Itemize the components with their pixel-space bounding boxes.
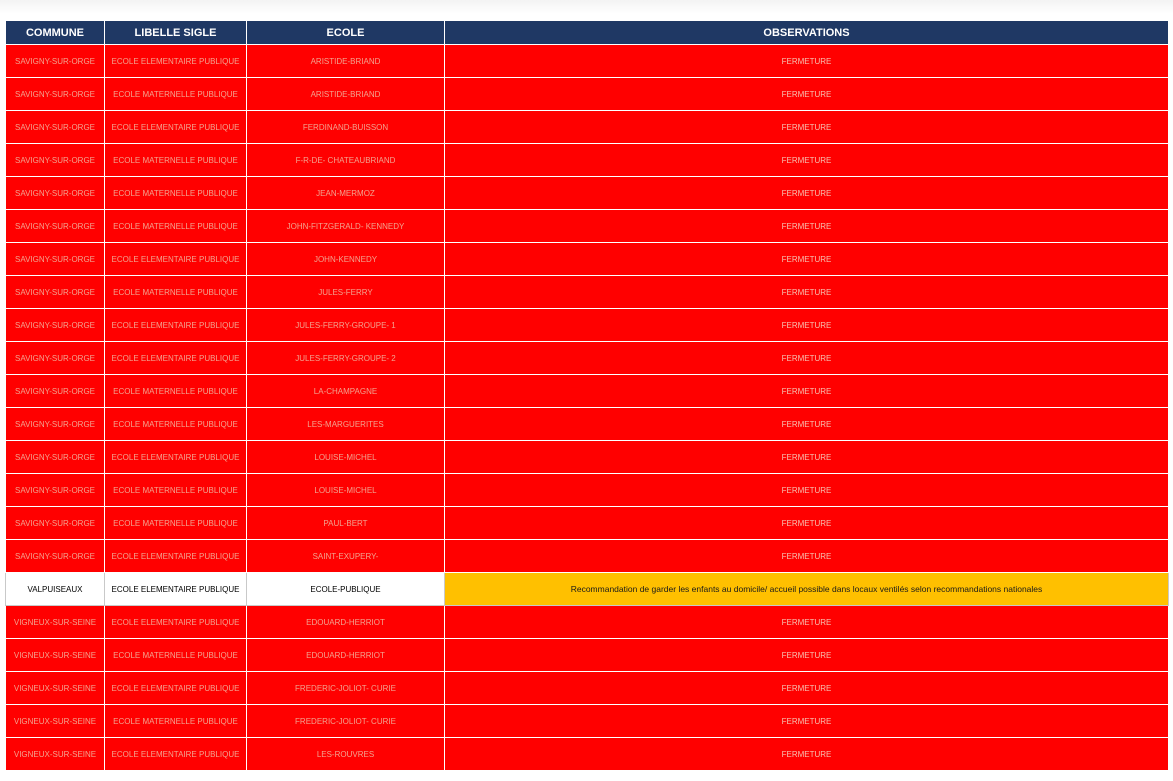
table-row <box>6 309 1169 342</box>
libelle-sigle-cell[interactable]: ECOLE MATERNELLE PUBLIQUE <box>105 375 247 408</box>
commune-cell[interactable]: SAVIGNY-SUR-ORGE <box>6 144 105 177</box>
ecole-cell[interactable]: JULES-FERRY <box>247 276 445 309</box>
libelle-sigle-cell[interactable]: ECOLE MATERNELLE PUBLIQUE <box>105 474 247 507</box>
ecole-cell[interactable]: FREDERIC-JOLIOT- CURIE <box>247 672 445 705</box>
commune-cell[interactable]: VIGNEUX-SUR-SEINE <box>6 738 105 771</box>
observations-cell[interactable]: FERMETURE <box>445 507 1169 540</box>
header-libelle-sigle[interactable]: LIBELLE SIGLE <box>105 21 247 45</box>
table-row <box>6 507 1169 540</box>
libelle-sigle-cell[interactable]: ECOLE ELEMENTAIRE PUBLIQUE <box>105 45 247 78</box>
table-row <box>6 111 1169 144</box>
observations-cell[interactable]: FERMETURE <box>445 111 1169 144</box>
commune-cell[interactable]: SAVIGNY-SUR-ORGE <box>6 507 105 540</box>
table-row <box>6 45 1169 78</box>
table-row <box>6 177 1169 210</box>
ecole-cell[interactable]: ECOLE-PUBLIQUE <box>247 573 445 606</box>
commune-cell[interactable]: VALPUISEAUX <box>6 573 105 606</box>
observations-cell[interactable]: FERMETURE <box>445 375 1169 408</box>
libelle-sigle-cell[interactable]: ECOLE MATERNELLE PUBLIQUE <box>105 144 247 177</box>
commune-cell[interactable]: SAVIGNY-SUR-ORGE <box>6 474 105 507</box>
ecole-cell[interactable]: JULES-FERRY-GROUPE- 2 <box>247 342 445 375</box>
libelle-sigle-cell[interactable]: ECOLE ELEMENTAIRE PUBLIQUE <box>105 738 247 771</box>
commune-cell[interactable]: VIGNEUX-SUR-SEINE <box>6 606 105 639</box>
observations-cell[interactable]: FERMETURE <box>445 45 1169 78</box>
table-row <box>6 276 1169 309</box>
table-row <box>6 441 1169 474</box>
libelle-sigle-cell[interactable]: ECOLE MATERNELLE PUBLIQUE <box>105 78 247 111</box>
table-row <box>6 639 1169 672</box>
libelle-sigle-cell[interactable]: ECOLE ELEMENTAIRE PUBLIQUE <box>105 672 247 705</box>
ecole-cell[interactable]: JEAN-MERMOZ <box>247 177 445 210</box>
observations-cell[interactable]: FERMETURE <box>445 408 1169 441</box>
ecole-cell[interactable]: ARISTIDE-BRIAND <box>247 45 445 78</box>
libelle-sigle-cell[interactable]: ECOLE MATERNELLE PUBLIQUE <box>105 507 247 540</box>
observations-cell[interactable]: FERMETURE <box>445 474 1169 507</box>
libelle-sigle-cell[interactable]: ECOLE ELEMENTAIRE PUBLIQUE <box>105 441 247 474</box>
commune-cell[interactable]: SAVIGNY-SUR-ORGE <box>6 177 105 210</box>
ecole-cell[interactable]: LES-ROUVRES <box>247 738 445 771</box>
commune-cell[interactable]: SAVIGNY-SUR-ORGE <box>6 309 105 342</box>
libelle-sigle-cell[interactable]: ECOLE MATERNELLE PUBLIQUE <box>105 639 247 672</box>
libelle-sigle-cell[interactable]: ECOLE ELEMENTAIRE PUBLIQUE <box>105 243 247 276</box>
observations-cell[interactable]: FERMETURE <box>445 606 1169 639</box>
table-row <box>6 78 1169 111</box>
observations-cell[interactable]: FERMETURE <box>445 177 1169 210</box>
observations-cell[interactable]: FERMETURE <box>445 672 1169 705</box>
libelle-sigle-cell[interactable]: ECOLE ELEMENTAIRE PUBLIQUE <box>105 342 247 375</box>
table-row <box>6 243 1169 276</box>
commune-cell[interactable]: SAVIGNY-SUR-ORGE <box>6 78 105 111</box>
ecole-cell[interactable]: F-R-DE- CHATEAUBRIAND <box>247 144 445 177</box>
ecole-cell[interactable]: EDOUARD-HERRIOT <box>247 639 445 672</box>
ecole-cell[interactable]: LA-CHAMPAGNE <box>247 375 445 408</box>
libelle-sigle-cell[interactable]: ECOLE MATERNELLE PUBLIQUE <box>105 177 247 210</box>
commune-cell[interactable]: SAVIGNY-SUR-ORGE <box>6 45 105 78</box>
header-observations[interactable]: OBSERVATIONS <box>445 21 1169 45</box>
observations-cell[interactable]: Recommandation de garder les enfants au domicile/ accueil possible dans locaux ventilés selon recommandations nationales <box>445 573 1169 606</box>
libelle-sigle-cell[interactable]: ECOLE MATERNELLE PUBLIQUE <box>105 276 247 309</box>
ecole-cell[interactable]: FERDINAND-BUISSON <box>247 111 445 144</box>
ecole-cell[interactable]: JULES-FERRY-GROUPE- 1 <box>247 309 445 342</box>
libelle-sigle-cell[interactable]: ECOLE MATERNELLE PUBLIQUE <box>105 705 247 738</box>
ecole-cell[interactable]: LOUISE-MICHEL <box>247 474 445 507</box>
ecole-cell[interactable]: JOHN-KENNEDY <box>247 243 445 276</box>
libelle-sigle-cell[interactable]: ECOLE ELEMENTAIRE PUBLIQUE <box>105 606 247 639</box>
commune-cell[interactable]: SAVIGNY-SUR-ORGE <box>6 408 105 441</box>
commune-cell[interactable]: SAVIGNY-SUR-ORGE <box>6 111 105 144</box>
commune-cell[interactable]: SAVIGNY-SUR-ORGE <box>6 540 105 573</box>
commune-cell[interactable]: VIGNEUX-SUR-SEINE <box>6 639 105 672</box>
commune-cell[interactable]: SAVIGNY-SUR-ORGE <box>6 441 105 474</box>
observations-cell[interactable]: FERMETURE <box>445 78 1169 111</box>
observations-cell[interactable]: FERMETURE <box>445 441 1169 474</box>
commune-cell[interactable]: SAVIGNY-SUR-ORGE <box>6 210 105 243</box>
libelle-sigle-cell[interactable]: ECOLE ELEMENTAIRE PUBLIQUE <box>105 309 247 342</box>
observations-cell[interactable]: FERMETURE <box>445 639 1169 672</box>
observations-cell[interactable]: FERMETURE <box>445 243 1169 276</box>
table-row <box>6 210 1169 243</box>
table-row <box>6 342 1169 375</box>
header-row <box>6 21 1169 45</box>
commune-cell[interactable]: SAVIGNY-SUR-ORGE <box>6 276 105 309</box>
table-body <box>6 45 1169 771</box>
table-row <box>6 606 1169 639</box>
libelle-sigle-cell[interactable]: ECOLE MATERNELLE PUBLIQUE <box>105 408 247 441</box>
table-row <box>6 408 1169 441</box>
observations-cell[interactable]: FERMETURE <box>445 705 1169 738</box>
commune-cell[interactable]: SAVIGNY-SUR-ORGE <box>6 342 105 375</box>
commune-cell[interactable]: VIGNEUX-SUR-SEINE <box>6 672 105 705</box>
ecole-cell[interactable]: ARISTIDE-BRIAND <box>247 78 445 111</box>
top-bar <box>0 0 1173 14</box>
libelle-sigle-cell[interactable]: ECOLE MATERNELLE PUBLIQUE <box>105 210 247 243</box>
header-ecole[interactable]: ECOLE <box>247 21 445 45</box>
observations-cell[interactable]: FERMETURE <box>445 210 1169 243</box>
ecole-cell[interactable]: FREDERIC-JOLIOT- CURIE <box>247 705 445 738</box>
libelle-sigle-cell[interactable]: ECOLE ELEMENTAIRE PUBLIQUE <box>105 573 247 606</box>
commune-cell[interactable]: SAVIGNY-SUR-ORGE <box>6 243 105 276</box>
libelle-sigle-cell[interactable]: ECOLE ELEMENTAIRE PUBLIQUE <box>105 111 247 144</box>
ecole-cell[interactable]: LES-MARGUERITES <box>247 408 445 441</box>
schools-table <box>5 20 1169 771</box>
ecole-cell[interactable]: JOHN-FITZGERALD- KENNEDY <box>247 210 445 243</box>
observations-cell[interactable]: FERMETURE <box>445 342 1169 375</box>
table-row <box>6 705 1169 738</box>
commune-cell[interactable]: SAVIGNY-SUR-ORGE <box>6 375 105 408</box>
observations-cell[interactable]: FERMETURE <box>445 540 1169 573</box>
table-row <box>6 375 1169 408</box>
ecole-cell[interactable]: PAUL-BERT <box>247 507 445 540</box>
table-row <box>6 573 1169 606</box>
table-row <box>6 738 1169 771</box>
ecole-cell[interactable]: LOUISE-MICHEL <box>247 441 445 474</box>
observations-cell[interactable]: FERMETURE <box>445 276 1169 309</box>
header-commune[interactable]: COMMUNE <box>6 21 105 45</box>
table-row <box>6 672 1169 705</box>
observations-cell[interactable]: FERMETURE <box>445 309 1169 342</box>
observations-cell[interactable]: FERMETURE <box>445 144 1169 177</box>
libelle-sigle-cell[interactable]: ECOLE ELEMENTAIRE PUBLIQUE <box>105 540 247 573</box>
table-row <box>6 144 1169 177</box>
ecole-cell[interactable]: EDOUARD-HERRIOT <box>247 606 445 639</box>
observations-cell[interactable]: FERMETURE <box>445 738 1169 771</box>
table-row <box>6 540 1169 573</box>
table-row <box>6 474 1169 507</box>
ecole-cell[interactable]: SAINT-EXUPERY- <box>247 540 445 573</box>
commune-cell[interactable]: VIGNEUX-SUR-SEINE <box>6 705 105 738</box>
